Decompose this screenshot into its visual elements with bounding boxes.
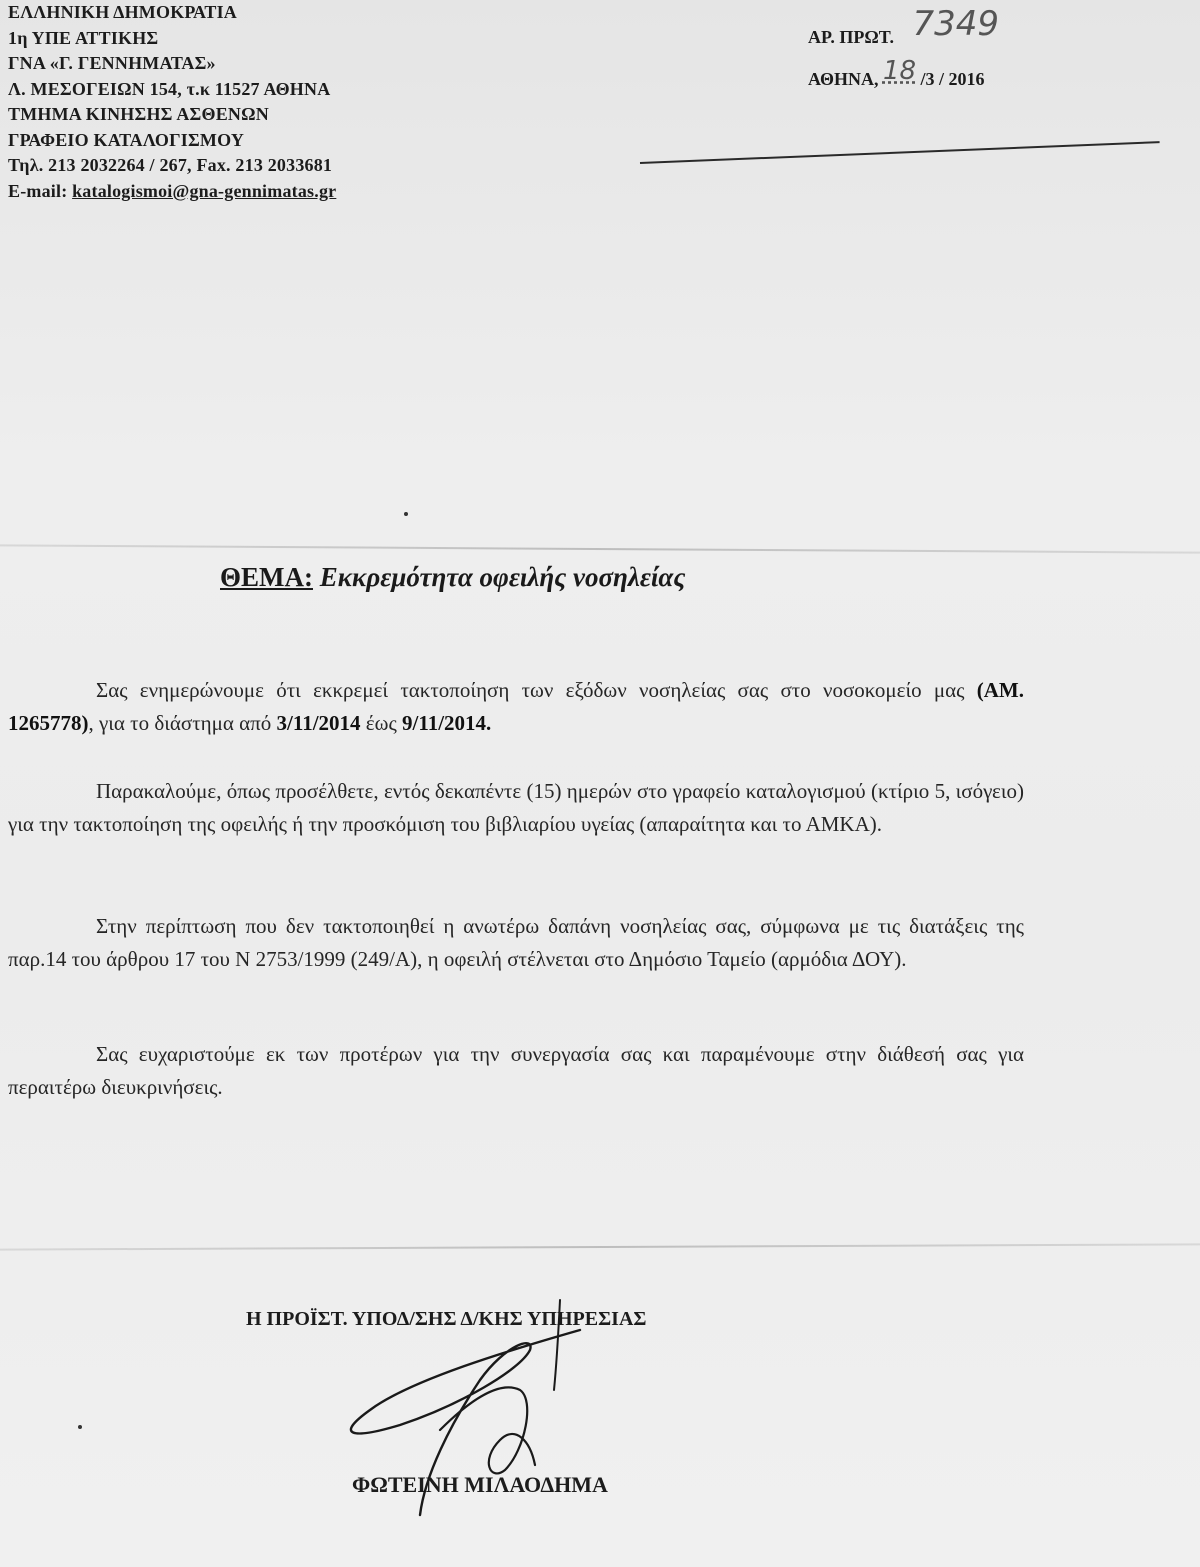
subject-line: [220, 562, 685, 593]
period-end-date: 9/11/2014.: [402, 711, 492, 735]
subject-text: Εκκρεμότητα οφειλής νοσηλείας: [319, 562, 686, 592]
sender-line: 1η ΥΠΕ ΑΤΤΙΚΗΣ: [8, 27, 159, 48]
paragraph-1-text: Σας ενημερώνουμε ότι εκκρεμεί τακτοποίηση των εξόδων νοσηλείας σας στο νοσοκομείο μας: [96, 678, 977, 702]
paragraph-4-text: Σας ευχαριστούμε εκ των προτέρων για την συνεργασία σας και παραμένουμε στην διάθεσή σας για περαιτέρω διευκρινήσεις.: [8, 1042, 1024, 1099]
sender-email-line: [8, 179, 336, 205]
patient-record-number: (ΑΜ. 1265778): [8, 678, 1024, 735]
paragraph-1-text: έως: [360, 711, 403, 735]
sender-block: [8, 0, 336, 204]
protocol-row: [808, 4, 999, 52]
sender-line: ΕΛΛΗΝΙΚΗ ΔΗΜΟΚΡΑΤΙΑ: [8, 2, 238, 22]
handwritten-signature: [330, 1290, 630, 1530]
sender-line: ΓΝΑ «Γ. ΓΕΝΝΗΜΑΤΑΣ»: [8, 53, 216, 73]
subject-label: ΘΕΜΑ:: [220, 562, 313, 592]
paragraph-3-text: Στην περίπτωση που δεν τακτοποιηθεί η ανωτέρω δαπάνη νοσηλείας σας, σύμφωνα με τις διατάξεις της παρ.14 του άρθρου 17 του Ν 2753/1999 (249/Α), η οφειλή στέλνεται στο Δημόσιο Ταμείο (αρμόδια ΔΟΥ).: [8, 914, 1024, 971]
sender-line: ΤΜΗΜΑ ΚΙΝΗΣΗΣ ΑΣΘΕΝΩΝ: [8, 104, 269, 124]
paper-fold-bottom: [0, 1243, 1200, 1250]
paragraph-2: [8, 775, 1024, 841]
paragraph-2-text: Παρακαλούμε, όπως προσέλθετε, εντός δεκαπέντε (15) ημερών στο γραφείο καταλογισμού (κτίριο 5, ισόγειο) για την τακτοποίηση της οφειλής ή την προσκόμιση του βιβλιαρίου υγείας (απαραίτητα και το ΑΜΚΑ).: [8, 779, 1024, 836]
reference-divider: [640, 141, 1160, 164]
date-rest: /3 / 2016: [920, 69, 985, 89]
period-start-date: 3/11/2014: [276, 711, 361, 735]
date-prefix: ΑΘΗΝΑ,: [808, 69, 879, 89]
paper-speck: [78, 1425, 82, 1429]
date-day: 18: [882, 56, 917, 86]
protocol-label: ΑΡ. ΠΡΩΤ.: [808, 27, 894, 47]
sender-line: Τηλ. 213 2032264 / 267, Fax. 213 2033681: [8, 155, 333, 175]
sender-line: Λ. ΜΕΣΟΓΕΙΩΝ 154, τ.κ 11527 ΑΘΗΝΑ: [8, 78, 331, 99]
paper-speck: [404, 512, 408, 516]
email-link[interactable]: katalogismoi@gna-gennimatas.gr: [72, 180, 337, 201]
sender-line: ΓΡΑΦΕΙΟ ΚΑΤΑΛΟΓΙΣΜΟΥ: [8, 129, 245, 150]
signatory-name: ΦΩΤΕΙΝΗ ΜΙΛΑΟΔΗΜΑ: [352, 1472, 608, 1497]
signatory-title: Η ΠΡΟΪΣΤ. ΥΠΟΔ/ΣΗΣ Δ/ΚΗΣ ΥΠΗΡΕΣΙΑΣ: [246, 1308, 647, 1330]
paragraph-4: [8, 1038, 1024, 1104]
paragraph-1: [8, 674, 1024, 740]
email-label: E-mail:: [8, 180, 68, 201]
date-row: [808, 56, 985, 92]
paper-fold-top: [0, 544, 1200, 553]
paragraph-3: [8, 910, 1024, 976]
protocol-number: 7349: [912, 4, 999, 44]
paragraph-1-text: , για το διάστημα από: [88, 711, 277, 735]
